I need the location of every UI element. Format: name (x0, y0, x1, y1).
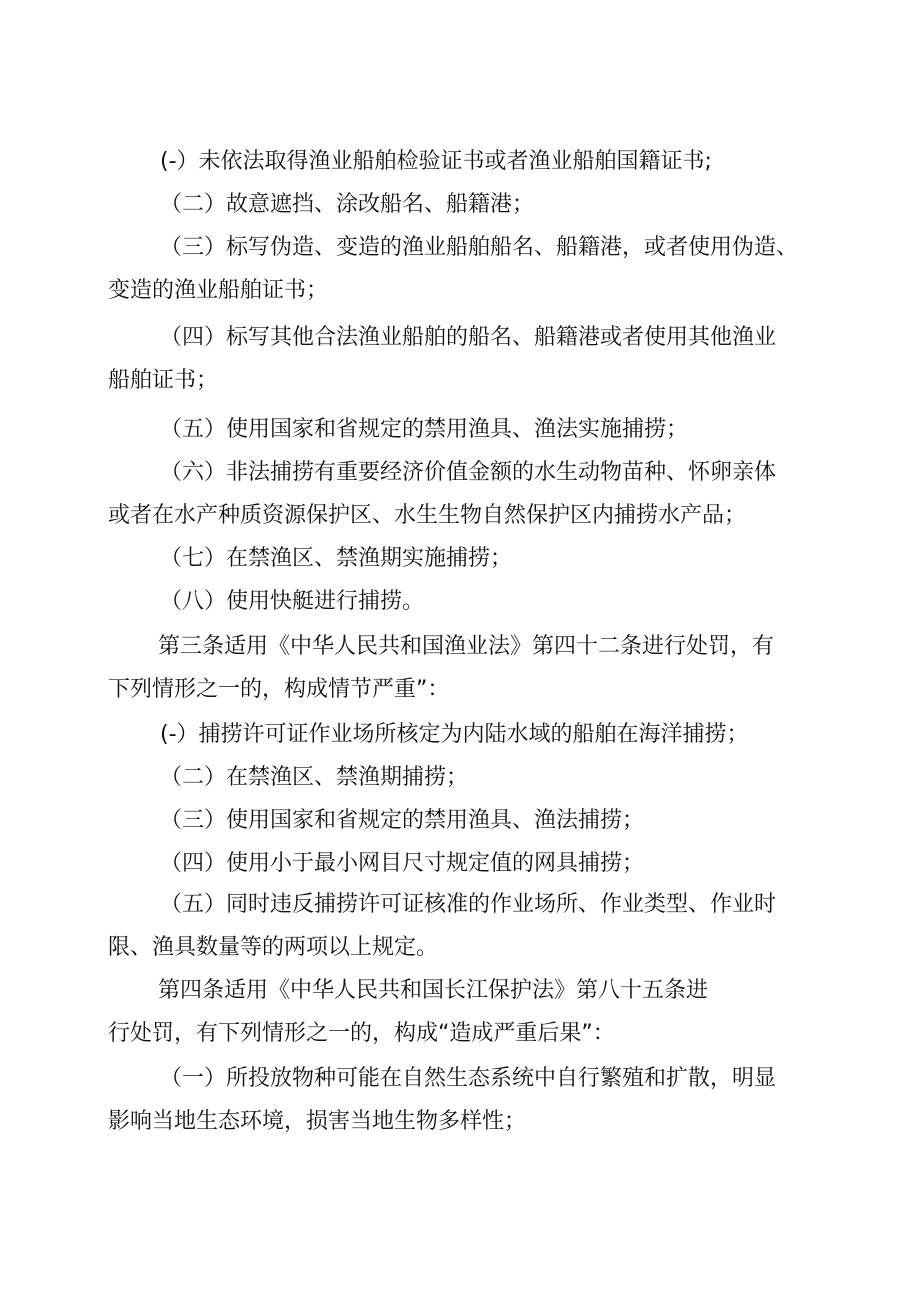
text-line: （五）使用国家和省规定的禁用渔具、渔法实施捕捞； (160, 417, 689, 442)
text-line: 第三条适用《中华人民共和国渔业法》第四十二条进行处罚，有 (158, 634, 775, 659)
item-3-forged-name (0, 226, 920, 312)
text-line: （八）使用快艇进行捕捞。 (160, 589, 425, 614)
text-line: 或者在水产种质资源保护区、水生生物自然保护区内捕捞水产品； (108, 503, 747, 528)
article-3-item-5 (0, 883, 920, 969)
text-line: （六）非法捕捞有重要经济价值金额的水生动物苗种、怀卵亲体 (160, 460, 777, 485)
article-3-heading (0, 625, 920, 711)
text-line: 行处罚，有下列情形之一的，构成“造成严重后果”： (108, 1021, 615, 1046)
text-line: （三）使用国家和省规定的禁用渔具、渔法捕捞； (160, 808, 645, 833)
item-6-illegal-fishing (0, 451, 920, 537)
text-line: （四）标写其他合法渔业船舶的船名、船籍港或者使用其他渔业 (160, 325, 777, 350)
text-line: 变造的渔业船舶证书； (108, 278, 329, 303)
article-3-item-1 (0, 713, 920, 756)
text-line: （三）标写伪造、变造的渔业船舶船名、船籍港，或者使用伪造、 (160, 235, 799, 260)
article-4-item-1 (0, 1057, 920, 1143)
item-1-uncertified-vessel (0, 140, 920, 183)
text-line: （二）在禁渔区、禁渔期捕捞； (160, 765, 469, 790)
text-line: （一）所投放物种可能在自然生态系统中自行繁殖和扩散，明显 (160, 1066, 777, 1091)
item-7-closed-zone (0, 537, 920, 580)
article-4-heading (0, 969, 920, 1055)
item-4-other-vessel-name (0, 316, 920, 402)
text-line: （七）在禁渔区、禁渔期实施捕捞； (160, 546, 513, 571)
text-line: 下列情形之一的，构成情节严重”： (108, 677, 450, 702)
text-line: (-）捕捞许可证作业场所核定为内陆水域的船舶在海洋捕捞； (160, 722, 749, 747)
item-5-banned-gear (0, 408, 920, 451)
article-3-item-3 (0, 799, 920, 842)
item-8-speedboat (0, 580, 920, 623)
text-line: 第四条适用《中华人民共和国长江保护法》第八十五条进 (158, 978, 709, 1003)
text-line: （五）同时违反捕捞许可证核准的作业场所、作业类型、作业时 (160, 892, 777, 917)
article-3-item-2 (0, 756, 920, 799)
text-line: 限、渔具数量等的两项以上规定。 (108, 935, 439, 960)
text-line: (-）未依法取得渔业船舶检验证书或者渔业船舶国籍证书; (160, 149, 712, 174)
text-line: （二）故意遮挡、涂改船名、船籍港； (160, 192, 535, 217)
article-3-item-4 (0, 842, 920, 885)
text-line: 船舶证书； (108, 368, 219, 393)
text-line: （四）使用小于最小网目尺寸规定值的网具捕捞； (160, 851, 645, 876)
item-2-obscured-name (0, 183, 920, 226)
text-line: 影响当地生态环境，损害当地生物多样性； (108, 1109, 527, 1134)
